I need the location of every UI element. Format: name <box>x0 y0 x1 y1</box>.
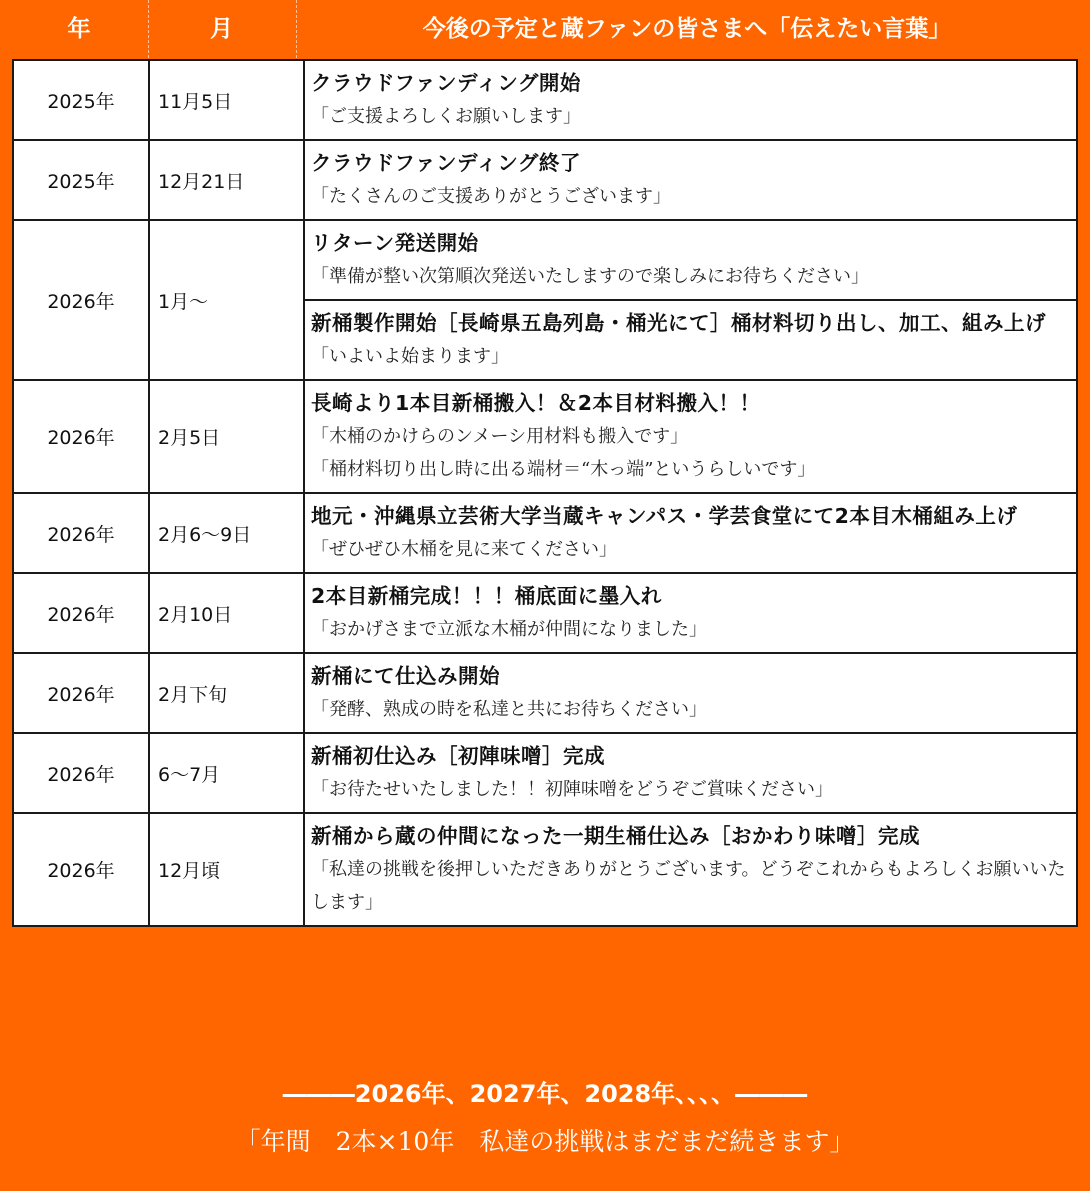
event-title: 新桶製作開始［長崎県五島列島・桶光にて］桶材料切り出し、加工、組み上げ <box>311 311 1046 335</box>
event-message: 「桶材料切り出し時に出る端材＝“木っ端”というらしいです」 <box>311 459 816 480</box>
event-title: 新桶から蔵の仲間になった一期生桶仕込み［おかわり味噌］完成 <box>311 824 920 848</box>
cell-content <box>304 220 1077 300</box>
event-message: 「ぜひぜひ木桶を見に来てください」 <box>311 539 617 560</box>
cell-year: 2026年 <box>13 493 149 573</box>
event-title: 地元・沖縄県立芸術大学当蔵キャンパス・学芸食堂にて2本目木桶組み上げ <box>311 504 1018 528</box>
cell-year: 2026年 <box>13 813 149 926</box>
event-title: 長崎より1本目新桶搬入！＆2本目材料搬入！！ <box>311 391 761 415</box>
header-month: 月 <box>210 16 233 42</box>
table-row <box>13 60 1077 140</box>
cell-month: 1月～ <box>149 220 304 380</box>
table-row <box>13 653 1077 733</box>
event-message: 「おかげさまで立派な木桶が仲間になりました」 <box>311 619 707 640</box>
event-title: 新桶初仕込み［初陣味噌］完成 <box>311 744 605 768</box>
event-message: 「いよいよ始まります」 <box>311 346 509 367</box>
schedule-table <box>12 59 1078 927</box>
table-row <box>13 813 1077 926</box>
event-message: 「私達の挑戦を後押しいただきありがとうございます。どうぞこれからもよろしくお願いいたします」 <box>311 859 1066 913</box>
cell-month: 2月6～9日 <box>149 493 304 573</box>
cell-content <box>304 733 1077 813</box>
header-year: 年 <box>67 16 91 42</box>
event-title: 新桶にて仕込み開始 <box>311 664 500 688</box>
table-row <box>13 573 1077 653</box>
cell-month: 2月下旬 <box>149 653 304 733</box>
cell-year: 2026年 <box>13 573 149 653</box>
table-row <box>13 733 1077 813</box>
table-row <box>13 493 1077 573</box>
event-title: クラウドファンディング開始 <box>311 71 581 95</box>
event-title: クラウドファンディング終了 <box>311 151 581 175</box>
cell-year: 2025年 <box>13 140 149 220</box>
footer-message: 「年間 2本×10年 私達の挑戦はまだまだ続きます」 <box>235 1127 855 1156</box>
event-message: 「ご支援よろしくお願いします」 <box>311 106 581 127</box>
cell-month: 2月5日 <box>149 380 304 493</box>
cell-month: 12月21日 <box>149 140 304 220</box>
cell-year: 2026年 <box>13 733 149 813</box>
cell-year: 2026年 <box>13 653 149 733</box>
cell-content <box>304 60 1077 140</box>
event-title: 2本目新桶完成！！！桶底面に墨入れ <box>311 584 662 608</box>
table-row <box>13 220 1077 300</box>
cell-content <box>304 493 1077 573</box>
cell-content <box>304 653 1077 733</box>
table-row <box>13 140 1077 220</box>
event-message: 「木桶のかけらのンメーシ用材料も搬入です」 <box>311 426 689 447</box>
cell-year: 2025年 <box>13 60 149 140</box>
cell-content <box>304 813 1077 926</box>
cell-month: 6～7月 <box>149 733 304 813</box>
cell-content <box>304 573 1077 653</box>
cell-year: 2026年 <box>13 220 149 380</box>
cell-month: 12月頃 <box>149 813 304 926</box>
cell-month: 2月10日 <box>149 573 304 653</box>
event-message: 「お待たせいたしました！！初陣味噌をどうぞご賞味ください」 <box>311 779 833 800</box>
event-title: リターン発送開始 <box>311 231 479 255</box>
header-content: 今後の予定と蔵ファンの皆さまへ「伝えたい言葉」 <box>422 16 952 42</box>
cell-content <box>304 380 1077 493</box>
event-message: 「発酵、熟成の時を私達と共にお待ちください」 <box>311 699 707 720</box>
table-row <box>13 380 1077 493</box>
event-message: 「準備が整い次第順次発送いたしますので楽しみにお待ちください」 <box>311 266 869 287</box>
cell-content <box>304 140 1077 220</box>
event-message: 「たくさんのご支援ありがとうございます」 <box>311 186 671 207</box>
cell-year: 2026年 <box>13 380 149 493</box>
table-header <box>0 0 1090 58</box>
footer-years: ―――2026年、2027年、2028年、、、、――― <box>282 1080 808 1108</box>
cell-month: 11月5日 <box>149 60 304 140</box>
cell-content <box>304 300 1077 380</box>
